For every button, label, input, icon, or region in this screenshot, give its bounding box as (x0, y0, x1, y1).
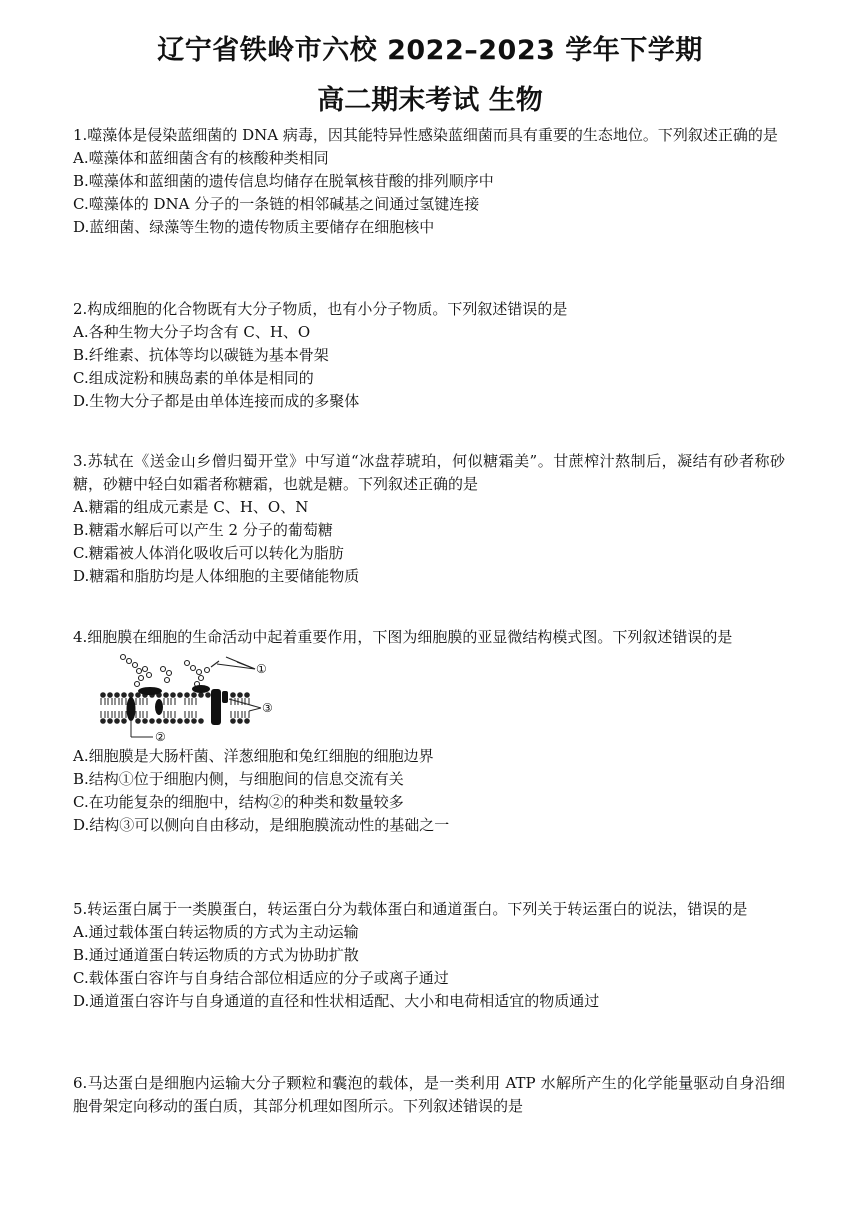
cell-membrane-diagram (83, 651, 283, 743)
question-stem: 5.转运蛋白属于一类膜蛋白，转运蛋白分为载体蛋白和通道蛋白。下列关于转运蛋白的说法，错误的是 (73, 900, 748, 918)
option-a: A.噬藻体和蓝细菌含有的核酸种类相同 (73, 149, 329, 167)
question-stem: 6.马达蛋白是细胞内运输大分子颗粒和囊泡的载体，是一类利用 ATP 水解所产生的化学能量驱动自身沿细胞骨架定向移动的蛋白质，其部分机理如图所示。下列叙述错误的是 (73, 1074, 785, 1115)
question-6 (73, 1072, 785, 1118)
exam-title: 辽宁省铁岭市六校 2022–2023 学年下学期 (157, 35, 703, 66)
option-c: C.在功能复杂的细胞中，结构②的种类和数量较多 (73, 793, 404, 811)
option-d: D.蓝细菌、绿藻等生物的遗传物质主要储存在细胞核中 (73, 218, 435, 236)
question-stem: 1.噬藻体是侵染蓝细菌的 DNA 病毒，因其能特异性感染蓝细菌而具有重要的生态地位。下列叙述正确的是 (73, 126, 778, 144)
option-a: A.通过载体蛋白转运物质的方式为主动运输 (73, 923, 359, 941)
option-b: B.糖霜水解后可以产生 2 分子的葡萄糖 (73, 521, 333, 539)
option-d: D.结构③可以侧向自由移动，是细胞膜流动性的基础之一 (73, 816, 450, 834)
question-2 (73, 298, 785, 413)
question-stem: 4.细胞膜在细胞的生命活动中起着重要作用，下图为细胞膜的亚显微结构模式图。下列叙述错误的是 (73, 628, 733, 646)
label-1: ① (256, 662, 267, 676)
question-4 (73, 626, 785, 837)
exam-subtitle: 高二期末考试 生物 (317, 85, 543, 116)
option-b: B.通过通道蛋白转运物质的方式为协助扩散 (73, 946, 359, 964)
option-a: A.各种生物大分子均含有 C、H、O (73, 323, 311, 341)
question-1 (73, 124, 785, 239)
option-a: A.糖霜的组成元素是 C、H、O、N (73, 498, 309, 516)
option-d: D.通道蛋白容许与自身通道的直径和性状相适配、大小和电荷相适宜的物质通过 (73, 992, 600, 1010)
option-c: C.糖霜被人体消化吸收后可以转化为脂肪 (73, 544, 344, 562)
question-3 (73, 450, 785, 588)
label-2: ② (155, 730, 166, 743)
option-c: C.载体蛋白容许与自身结合部位相适应的分子或离子通过 (73, 969, 449, 987)
option-b: B.纤维素、抗体等均以碳链为基本骨架 (73, 346, 329, 364)
option-d: D.生物大分子都是由单体连接而成的多聚体 (73, 392, 360, 410)
option-c: C.噬藻体的 DNA 分子的一条链的相邻碱基之间通过氢键连接 (73, 195, 480, 213)
option-b: B.噬藻体和蓝细菌的遗传信息均储存在脱氧核苷酸的排列顺序中 (73, 172, 494, 190)
question-stem: 2.构成细胞的化合物既有大分子物质，也有小分子物质。下列叙述错误的是 (73, 300, 568, 318)
question-5 (73, 898, 785, 1013)
option-b: B.结构①位于细胞内侧，与细胞间的信息交流有关 (73, 770, 404, 788)
question-stem: 3.苏轼在《送金山乡僧归蜀开堂》中写道“冰盘荐琥珀，何似糖霜美”。甘蔗榨汁熬制后，凝结有砂者称砂糖，砂糖中轻白如霜者称糖霜，也就是糖。下列叙述正确的是 (73, 452, 785, 493)
option-c: C.组成淀粉和胰岛素的单体是相同的 (73, 369, 314, 387)
label-3: ③ (262, 701, 273, 715)
option-a: A.细胞膜是大肠杆菌、洋葱细胞和兔红细胞的细胞边界 (73, 747, 434, 765)
option-d: D.糖霜和脂肪均是人体细胞的主要储能物质 (73, 567, 360, 585)
